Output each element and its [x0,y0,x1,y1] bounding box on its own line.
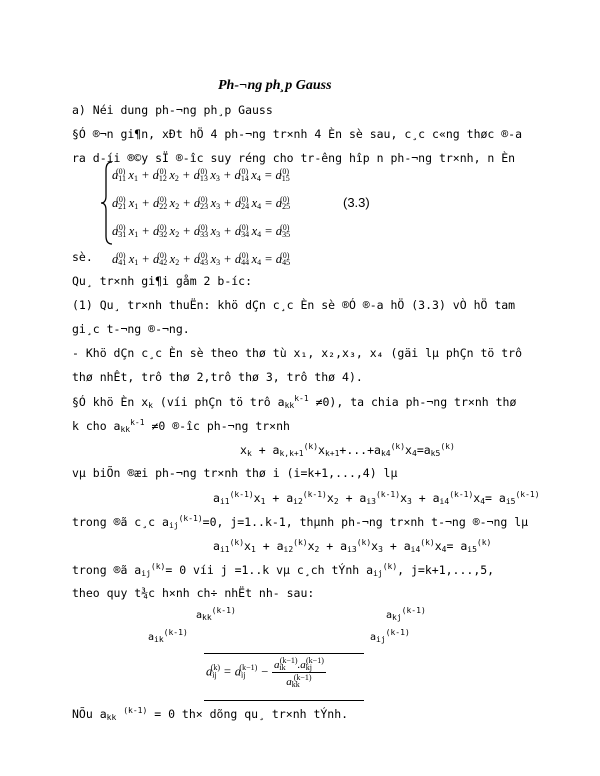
paragraph-1-line-2: ra d-íi ®©y sÏ ®-îc suy réng cho tr-êng hîp n ph-¬ng tr×nh, n Èn [72,151,516,165]
paragraph-2: Qu¸ tr×nh gi¶i gåm 2 b-íc: [72,274,253,288]
rect-akk: $a_{kk}^{(k-1)}$ [196,606,236,622]
rect-akj: $a_{kj}^{(k-1)}$ [386,606,426,622]
paragraph-3-line-1: (1) Qu¸ tr×nh thuËn: khö dÇn c¸c Èn sè ®Ó ®-a hÖ (3.3) vÒ hÖ tam [72,298,516,312]
paragraph-last: NÕu $a_{kk}$ $^{(k-1)}$ = 0 th× dõng qu¸ tr×nh tÝnh. [72,706,349,722]
equation-label: (3.3) [343,195,370,210]
formula-normalized-row: $x_k + a_{k,k+1}^{(k)}x_{k+1}+...+a_{k4}^{(k)}x_4=a_{k5}^{(k)}$ [240,442,455,458]
page-title: Ph-¬ng ph¸p Gauss [218,78,332,93]
section-heading: a) Néi dung ph-¬ng ph¸p Gauss [72,103,273,117]
paragraph-5-line-2: k cho $a_{kk}^{k-1} \ne 0$ ®-îc ph-¬ng tr×nh [72,418,290,434]
equation-row-1: $a_{11}^{(0)}$ $x_1 + a_{12}^{(0)}$ $x_2 + a_{13}^{(0)}$ $x_3 + a_{14}^{(0)}$ $x_4 = a_{15}^{(0)}$ [112,167,290,183]
paragraph-8: trong ®ã $a_{ij}^{(k)}= 0$ víi j =1..k vµ c¸ch tÝnh $a_{ij}^{(k)}$, j=k+1,...,5, [72,562,495,578]
paragraph-3-line-2: gi¸c t-¬ng ®-¬ng. [72,322,190,336]
paragraph-9: theo quy t¾c h×nh ch÷ nhËt nh- sau: [72,586,315,600]
formula-row-i-before: $a_{i1}^{(k-1)}x_1 + a_{i2}^{(k-1)}x_2 + a_{i3}^{(k-1)}x_3 + a_{i4}^{(k-1)}x_4= a_{i5}^{(k-1)}$ [213,490,540,506]
paragraph-7: trong ®ã c¸c $a_{ij}^{(k-1)}=0$, j=1..k-1, thµnh ph-¬ng tr×nh t-¬ng ®-¬ng lµ [72,514,529,530]
formula-box-bottom-rule [204,700,364,701]
formula-row-i-after: $a_{i1}^{(k)}x_1 + a_{i2}^{(k)}x_2 + a_{i3}^{(k)}x_3 + a_{i4}^{(k)}x_4= a_{i5}^{(k)}$ [213,538,492,554]
paragraph-5-line-1: §Ó khö Èn $x_k$ (víi phÇn tö trô $a_{kk}^{k-1} \ne 0$), ta chia ph-¬ng tr×nh thø [72,394,517,410]
equation-row-3: $a_{31}^{(0)}$ $x_1 + a_{32}^{(0)}$ $x_2 + a_{33}^{(0)}$ $x_3 + a_{34}^{(0)}$ $x_4 = a_{35}^{(0)}$ [112,223,291,239]
paragraph-6: vµ biÕn ®æi ph-¬ng tr×nh thø i (i=k+1,...,4) lµ [72,466,398,480]
paragraph-1-line-1: §Ó ®¬n gi¶n, xÐt hÖ 4 ph-¬ng tr×nh 4 Èn sè sau, c¸c c«ng thøc ®-a [72,127,523,141]
paragraph-4-line-1: - Khö dÇn c¸c Èn sè theo thø tù x₁, x₂,x₃, x₄ (gäi lµ phÇn tö trô [72,346,523,360]
equation-system [112,161,289,273]
paragraph-1-line-3: sè. [72,250,93,264]
rect-aij: $a_{ij}^{(k-1)}$ [370,628,410,644]
equation-row-4: $a_{41}^{(0)}$ $x_1 + a_{42}^{(0)}$ $x_2 + a_{43}^{(0)}$ $x_3 + a_{44}^{(0)}$ $x_4 = a_{45}^{(0)}$ [112,251,291,267]
equation-row-2: $a_{21}^{(0)}$ $x_1 + a_{22}^{(0)}$ $x_2 + a_{23}^{(0)}$ $x_3 + a_{24}^{(0)}$ $x_4 = a_{25}^{(0)}$ [112,195,291,211]
rect-aik: $a_{ik}^{(k-1)}$ [148,628,188,644]
formula-box-top-rule [204,653,364,654]
formula-rectangle-rule: $a_{ij}^{(k)} = a_{ij}^{(k-1)}$ − $\frac{a_{ik}^{(k-1)}.a_{kj}^{(k-1)}}{a_{kk}^{(k-1)}}$ [206,656,324,689]
paragraph-4-line-2: thø nhÊt, trô thø 2,trô thø 3, trô thø 4). [72,370,363,384]
